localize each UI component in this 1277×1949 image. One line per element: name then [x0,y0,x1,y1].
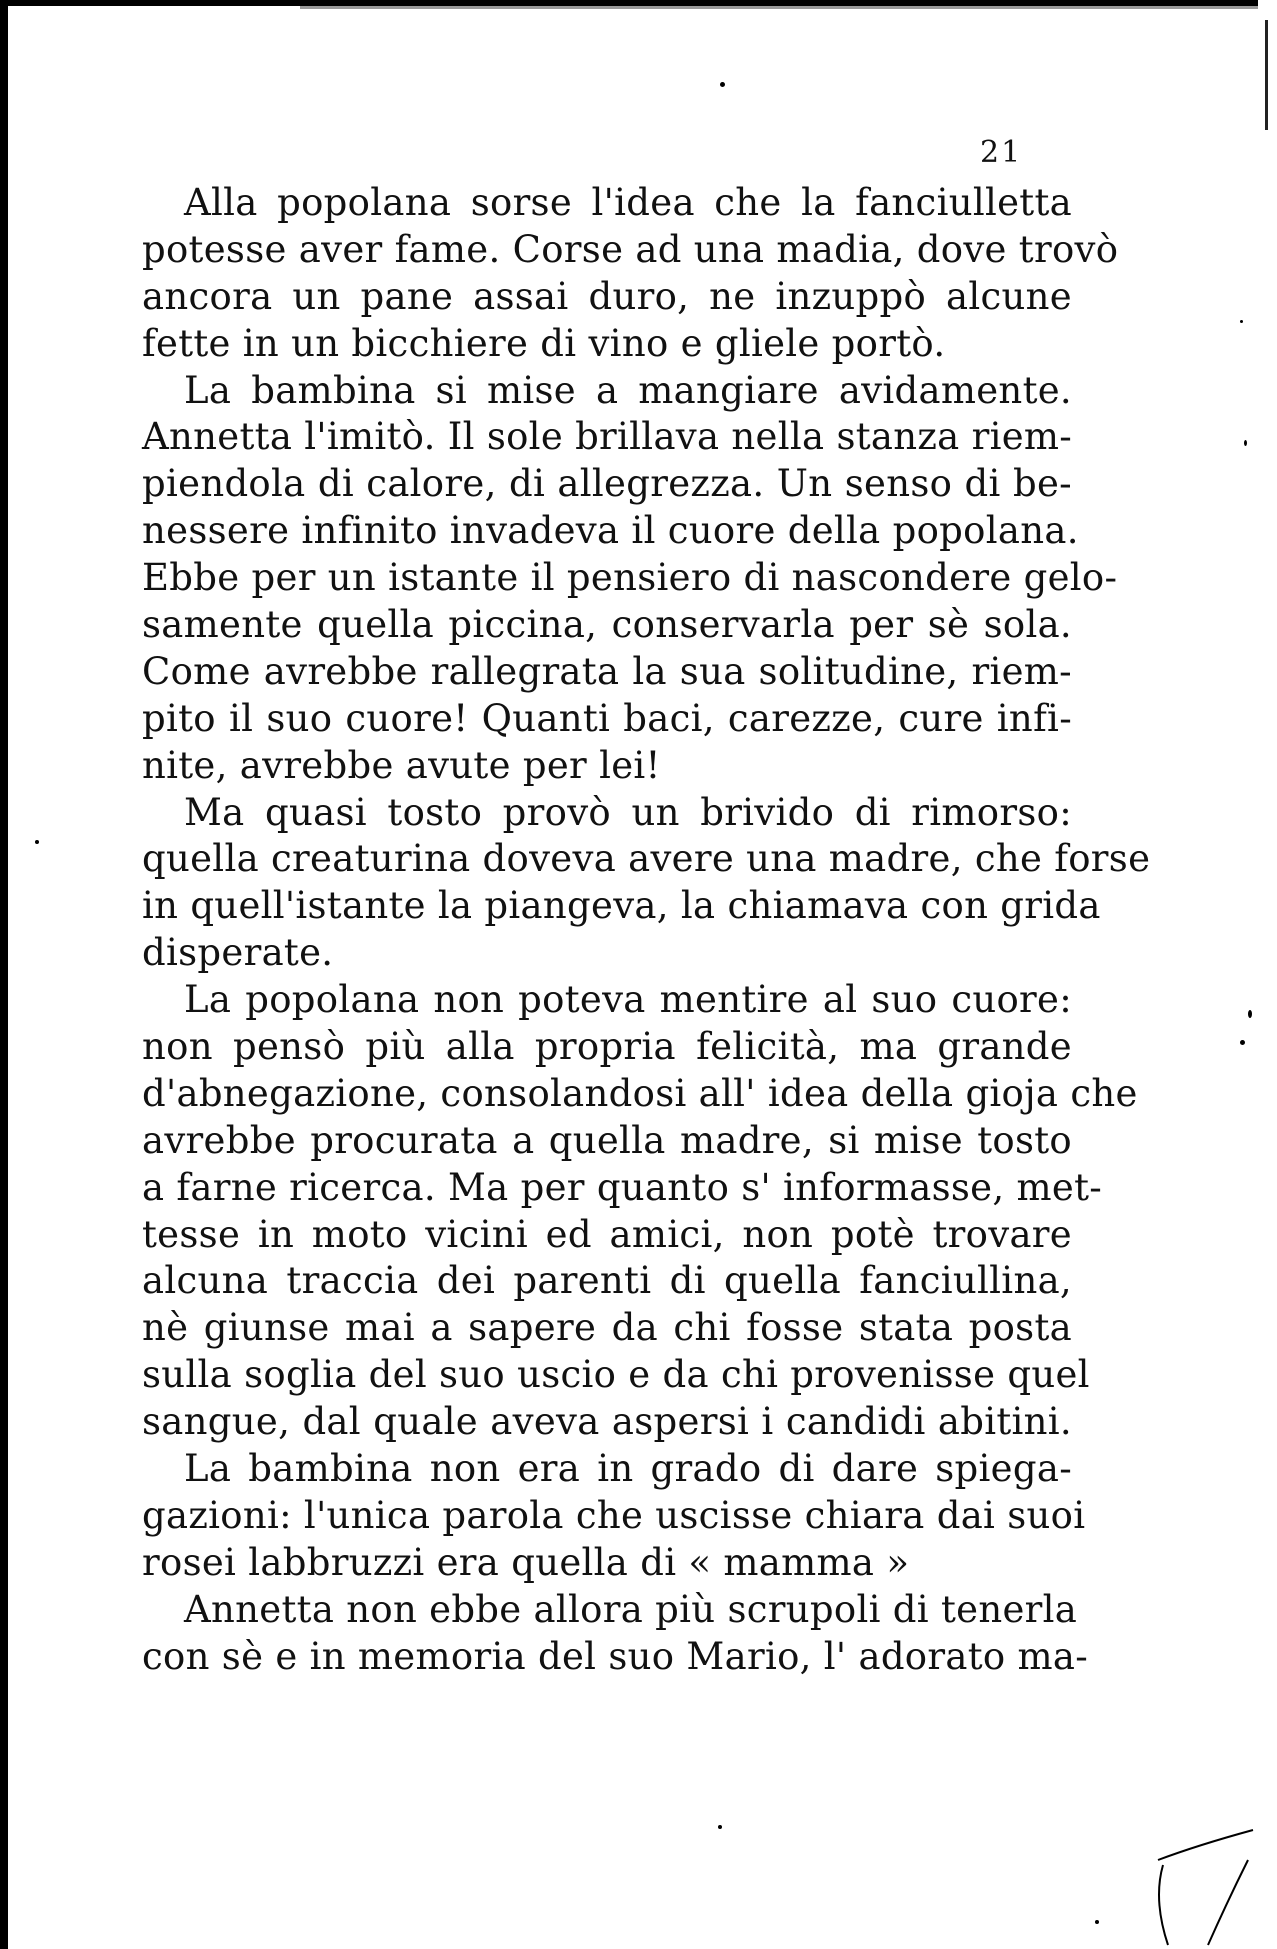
text-line: non pensò più alla propria felicità, ma grande [142,1025,1072,1069]
text-line: rosei labbruzzi era quella di « mamma » [142,1540,910,1584]
text-line: in quell'istante la piangeva, la chiamava con grida [142,884,1101,928]
text-line: a farne ricerca. Ma per quanto s' informasse, met- [142,1165,1103,1209]
text-line: quella creaturina doveva avere una madre, che forse [142,837,1151,881]
text-line: La popolana non poteva mentire al suo cuore: [184,978,1072,1022]
page-right-margin [1258,0,1277,1949]
text-line: sulla soglia del suo uscio e da chi provenisse quel [142,1353,1090,1397]
text-line: gazioni: l'unica parola che uscisse chiara dai suoi [142,1493,1086,1537]
text-line: nessere infinito invadeva il cuore della popolana. [142,509,1079,553]
text-line: Ebbe per un istante il pensiero di nascondere gelo- [142,556,1118,600]
text-line: d'abnegazione, consolandosi all' idea della gioja che [142,1071,1138,1115]
scan-speck [1240,1040,1245,1045]
scan-speck [1240,320,1243,323]
text-line: fette in un bicchiere di vino e gliele portò. [142,321,946,365]
text-line: Annetta l'imitò. Il sole brillava nella stanza riem- [142,415,1073,459]
scan-speck [720,82,725,87]
text-line: sangue, dal quale aveva aspersi i candidi abitini. [142,1400,1072,1444]
text-line: samente quella piccina, conservarla per sè sola. [142,603,1072,647]
text-line: avrebbe procurata a quella madre, si mise tosto [142,1118,1072,1162]
text-line: tesse in moto vicini ed amici, non potè trovare [142,1212,1072,1256]
text-line: disperate. [142,931,334,975]
text-line: piendola di calore, di allegrezza. Un senso di be- [142,462,1072,506]
page-right-edge-mark [1265,20,1268,130]
scan-speck [35,840,39,844]
text-line: La bambina non era in grado di dare spiega- [184,1447,1072,1491]
scan-speck [718,1825,722,1829]
text-line: potesse aver fame. Corse ad una madia, dove trovò [142,227,1119,271]
scan-stroke-mark [1148,1820,1258,1949]
scan-speck [1244,440,1247,446]
text-line: ancora un pane assai duro, ne inzuppò alcune [142,274,1072,318]
text-line: Come avrebbe rallegrata la sua solitudine, riem- [142,649,1072,693]
text-line: alcuna traccia dei parenti di quella fanciullina, [142,1259,1072,1303]
page-number: 21 [980,135,1023,170]
text-line: La bambina si mise a mangiare avidamente. [184,368,1072,412]
scan-speck [1095,1920,1099,1924]
body-text [142,180,1151,1681]
scan-speck [1248,1010,1252,1018]
text-line: nè giunse mai a sapere da chi fosse stata posta [142,1306,1072,1350]
text-line: Ma quasi tosto provò un brivido di rimorso: [184,790,1072,834]
text-line: Annetta non ebbe allora più scrupoli di tenerla [184,1587,1078,1631]
text-line: pito il suo cuore! Quanti baci, carezze, cure infi- [142,696,1072,740]
text-line: con sè e in memoria del suo Mario, l' adorato ma- [142,1634,1089,1678]
page-left-border [0,0,8,1949]
page-top-shadow [300,6,1260,9]
text-line: Alla popolana sorse l'idea che la fanciulletta [184,181,1072,224]
text-line: nite, avrebbe avute per lei! [142,743,661,787]
